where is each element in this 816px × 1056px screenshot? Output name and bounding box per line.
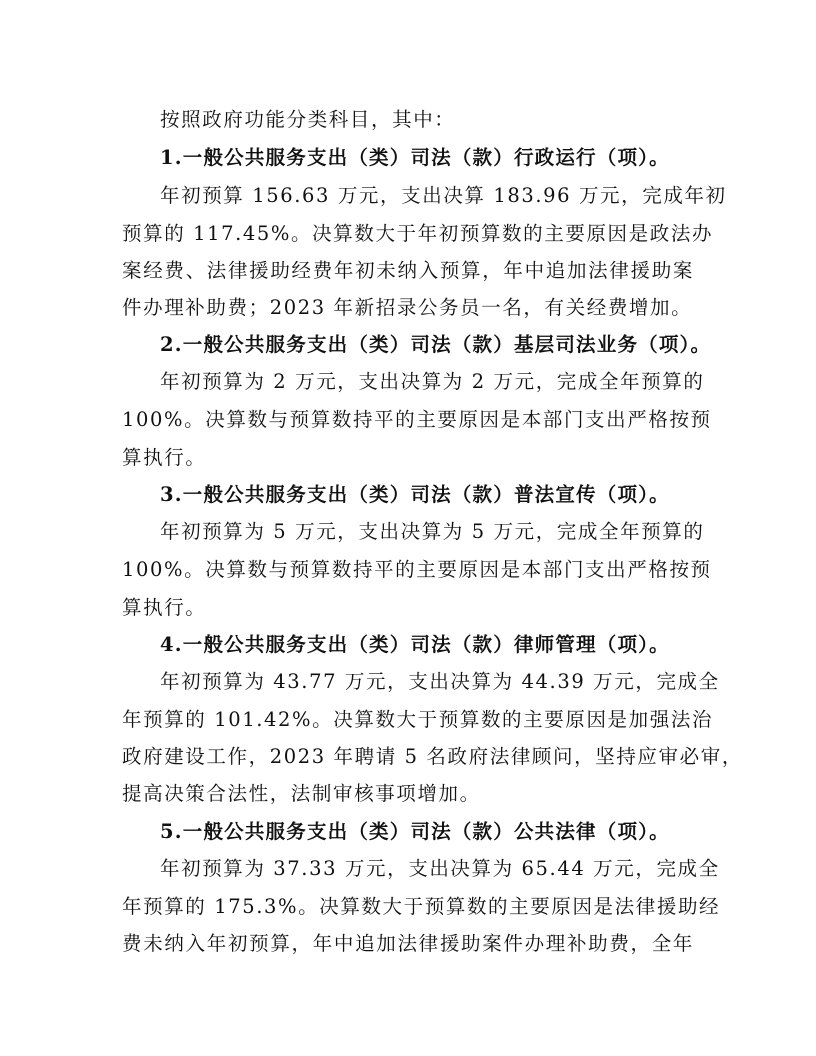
- section-4-line-2: 年预算的 101.42%。决算数大于预算数的主要原因是加强法治: [122, 708, 714, 731]
- section-3-line-3: 算执行。: [122, 596, 207, 619]
- section-1-line-1: 年初预算 156.63 万元，支出决算 183.96 万元，完成年初: [160, 184, 727, 207]
- section-5-line-2: 年预算的 175.3%。决算数大于预算数的主要原因是法律援助经: [122, 895, 721, 918]
- section-5-line-1: 年初预算为 37.33 万元，支出决算为 65.44 万元，完成全: [160, 857, 720, 880]
- section-4-heading: 4.一般公共服务支出（类）司法（款）律师管理（项）。: [160, 633, 670, 656]
- section-5-line-3: 费未纳入年初预算，年中追加法律援助案件办理补助费，全年: [122, 932, 694, 955]
- section-4-line-4: 提高决策合法性，法制审核事项增加。: [122, 782, 481, 805]
- section-4-line-1: 年初预算为 43.77 万元，支出决算为 44.39 万元，完成全: [160, 670, 720, 693]
- section-5-heading: 5.一般公共服务支出（类）司法（款）公共法律（项）。: [160, 820, 670, 843]
- intro-line: 按照政府功能分类科目，其中：: [160, 108, 456, 131]
- section-4-line-3: 政府建设工作，2023 年聘请 5 名政府法律顾问，坚持应审必审，: [122, 745, 743, 768]
- section-2-heading: 2.一般公共服务支出（类）司法（款）基层司法业务（项）。: [160, 333, 712, 356]
- section-2-line-1: 年初预算为 2 万元，支出决算为 2 万元，完成全年预算的: [160, 370, 705, 393]
- section-1-heading: 1.一般公共服务支出（类）司法（款）行政运行（项）。: [160, 146, 670, 169]
- section-2-line-3: 算执行。: [122, 446, 207, 469]
- section-1-line-3: 案经费、法律援助经费年初未纳入预算，年中追加法律援助案: [122, 259, 694, 282]
- section-1-line-2: 预算的 117.45%。决算数大于年初预算数的主要原因是政法办: [122, 222, 714, 245]
- section-1-line-4: 件办理补助费；2023 年新招录公务员一名，有关经费增加。: [122, 296, 693, 319]
- section-3-line-1: 年初预算为 5 万元，支出决算为 5 万元，完成全年预算的: [160, 520, 705, 543]
- section-3-line-2: 100%。决算数与预算数持平的主要原因是本部门支出严格按预: [122, 558, 712, 581]
- section-2-line-2: 100%。决算数与预算数持平的主要原因是本部门支出严格按预: [122, 408, 712, 431]
- section-3-heading: 3.一般公共服务支出（类）司法（款）普法宣传（项）。: [160, 483, 670, 506]
